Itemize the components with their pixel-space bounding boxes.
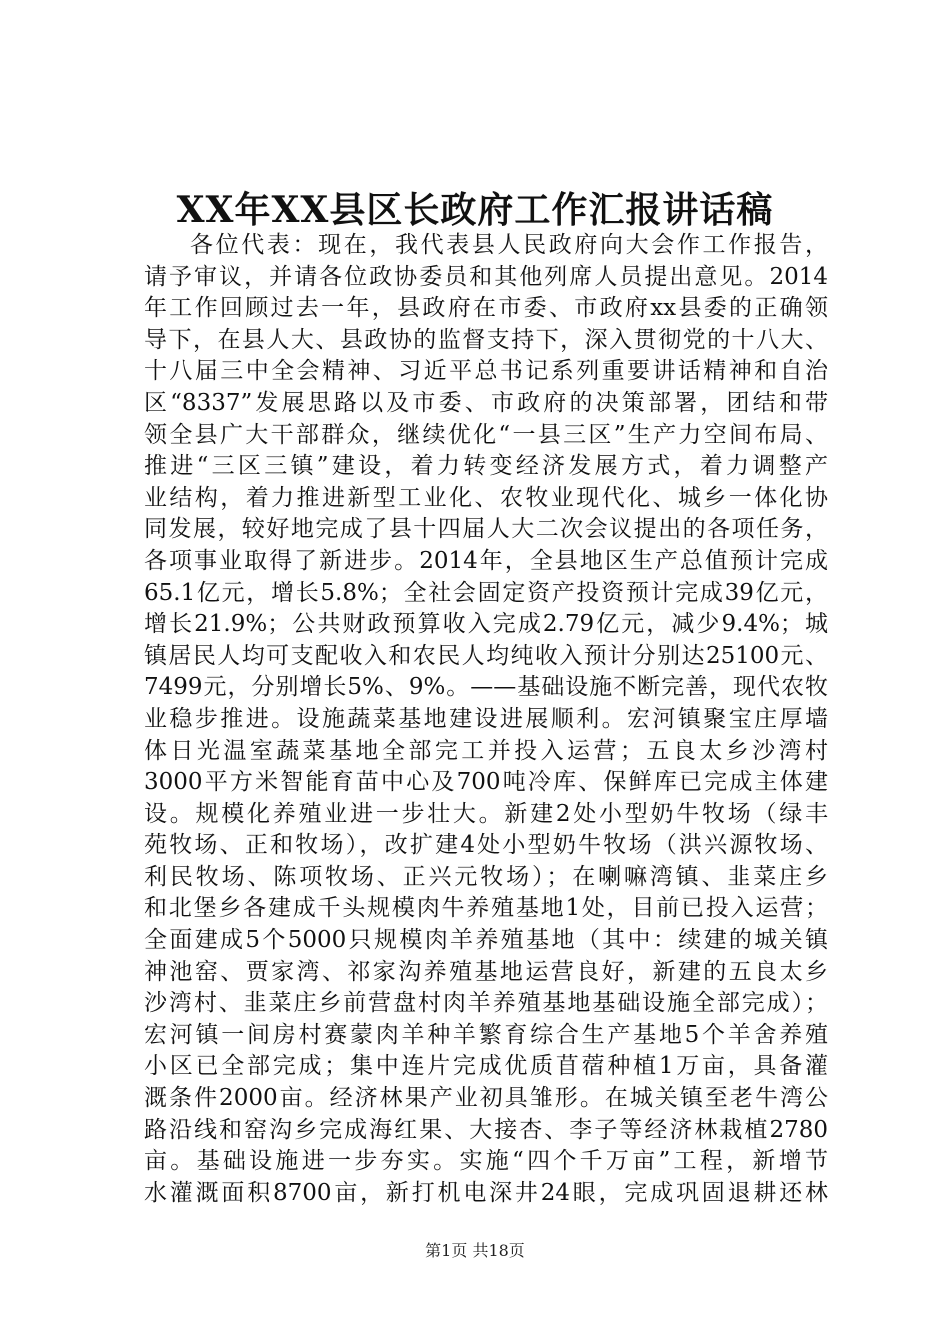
text-line: 同发展，较好地完成了县十四届人大二次会议提出的各项任务， [144,516,828,543]
text-line: 溉条件2000亩。经济林果产业初具雏形。在城关镇至老牛湾公 [144,1085,828,1112]
text-line: 亩。基础设施进一步夯实。实施“四个千万亩”工程，新增节 [144,1148,828,1175]
text-line: 宏河镇一间房村赛蒙肉羊种羊繁育综合生产基地5个羊舍养殖 [144,1021,828,1048]
text-line: 增长21.9%；公共财政预算收入完成2.79亿元，减少9.4%；城 [144,611,828,638]
text-line: 3000平方米智能育苗中心及700吨冷库、保鲜库已完成主体建 [144,769,828,796]
page-footer: 第1页 共18页 [425,1241,525,1260]
text-line: 镇居民人均可支配收入和农民人均纯收入预计分别达25100元、 [144,642,828,669]
text-line: 体日光温室蔬菜基地全部完工并投入运营；五良太乡沙湾村 [144,737,828,764]
text-line: 业结构，着力推进新型工业化、农牧业现代化、城乡一体化协 [144,484,828,511]
text-line: 十八届三中全会精神、习近平总书记系列重要讲话精神和自治 [144,358,828,385]
text-line: 65.1亿元，增长5.8%；全社会固定资产投资预计完成39亿元， [144,579,828,606]
text-line: 神池窑、贾家湾、祁家沟养殖基地运营良好，新建的五良太乡 [144,958,828,985]
text-line: 各项事业取得了新进步。2014年，全县地区生产总值预计完成 [144,547,828,574]
text-line: 导下，在县人大、县政协的监督支持下，深入贯彻党的十八大、 [144,326,828,353]
text-line: 小区已全部完成；集中连片完成优质苜蓿种植1万亩，具备灌 [144,1053,828,1080]
text-line: 7499元，分别增长5%、9%。——基础设施不断完善，现代农牧 [144,674,828,701]
text-line: 推进“三区三镇”建设，着力转变经济发展方式，着力调整产 [144,453,828,480]
text-line: 领全县广大干部群众，继续优化“一县三区”生产力空间布局、 [144,421,828,448]
document-body [144,230,828,1209]
text-line: 各位代表：现在，我代表县人民政府向大会作工作报告， [190,232,828,258]
text-line: 区“8337”发展思路以及市委、市政府的决策部署，团结和带 [144,389,828,416]
text-line: 苑牧场、正和牧场），改扩建4处小型奶牛牧场（洪兴源牧场、 [144,832,828,859]
text-line: 全面建成5个5000只规模肉羊养殖基地（其中：续建的城关镇 [144,927,828,954]
text-line: 沙湾村、韭菜庄乡前营盘村肉羊养殖基地基础设施全部完成）； [144,990,828,1017]
page-title: XX年XX县区长政府工作汇报讲话稿 [176,189,774,231]
text-line: 路沿线和窑沟乡完成海红果、大接杏、李子等经济林栽植2780 [144,1116,828,1143]
text-line: 年工作回顾过去一年，县政府在市委、市政府xx县委的正确领 [144,295,828,322]
text-line: 业稳步推进。设施蔬菜基地建设进展顺利。宏河镇聚宝庄厚墙 [144,705,828,732]
text-line: 水灌溉面积8700亩，新打机电深井24眼，完成巩固退耕还林 [144,1179,828,1206]
text-line: 利民牧场、陈项牧场、正兴元牧场）；在喇嘛湾镇、韭菜庄乡 [144,863,828,890]
text-line: 请予审议，并请各位政协委员和其他列席人员提出意见。2014 [144,263,828,290]
text-line: 设。规模化养殖业进一步壮大。新建2处小型奶牛牧场（绿丰 [144,800,828,827]
text-line: 和北堡乡各建成千头规模肉牛养殖基地1处，目前已投入运营； [144,895,828,922]
